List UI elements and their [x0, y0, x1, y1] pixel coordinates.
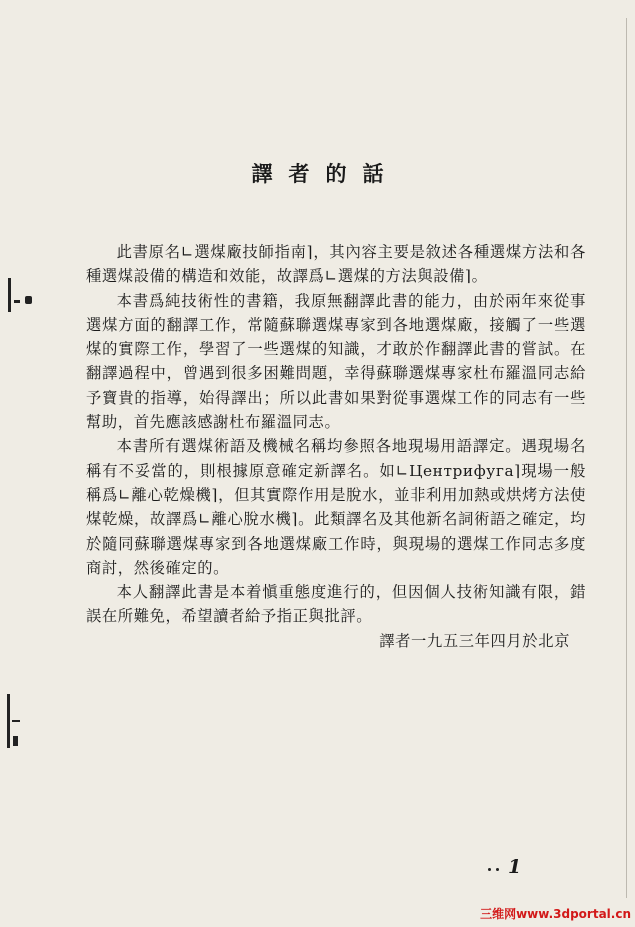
scan-artifact-left-top [8, 278, 11, 312]
scan-artifact-left-bottom-2 [12, 720, 20, 722]
paragraph-1: 此書原名∟選煤廠技師指南⌉，其內容主要是敘述各種選煤方法和各種選煤設備的構造和效能，故譯爲∟選煤的方法與設備⌉。 [86, 243, 586, 286]
page-number-dots [488, 866, 502, 872]
watermark-text: 三维网www.3dportal.cn [480, 907, 631, 921]
page-title: 譯者的話 [251, 161, 400, 186]
scan-artifact-left-top-3 [25, 296, 32, 304]
translator-signature: 譯者一九五三年四月於北京 [379, 631, 570, 650]
scan-artifact-left-top-2 [14, 300, 20, 303]
page-number: 1 [508, 856, 522, 878]
scan-artifact-right-edge [626, 18, 627, 898]
paragraph-4: 本人翻譯此書是本着愼重態度進行的，但因個人技術知識有限，錯誤在所難免，希望讀者給予指正與批評。 [86, 583, 586, 626]
paragraph-3: 本書所有選煤術語及機械名稱均參照各地現場用語譯定。遇現場名稱有不妥當的，則根據原意確定新譯名。如∟Центрифуга⌉現場一般稱爲∟離心乾燥機⌉，但其實際作用是脫水，並非利用加熱或烘烤方法使煤乾燥，故譯爲∟離心脫水機⌉。此類譯名及其他新名詞術語之確定，均於隨同蘇聯選煤專家到各地選煤廠工作時，與現場的選煤工作同志多度商討，然後確定的。 [86, 437, 586, 577]
paragraph-2: 本書爲純技術性的書籍，我原無翻譯此書的能力，由於兩年來從事選煤方面的翻譯工作，常隨蘇聯選煤專家到各地選煤廠，接觸了一些選煤的實際工作，學習了一些選煤的知識，才敢於作翻譯此書的嘗試。在翻譯過程中，曾遇到很多困難問題，幸得蘇聯選煤專家杜布羅溫同志給予寶貴的指導，始得譯出；所以此書如果對從事選煤工作的同志有一些幫助，首先應該感謝杜布羅溫同志。 [86, 291, 586, 432]
body-text [86, 240, 586, 653]
scan-artifact-left-bottom [7, 694, 10, 748]
scan-artifact-left-bottom-3 [13, 736, 18, 746]
